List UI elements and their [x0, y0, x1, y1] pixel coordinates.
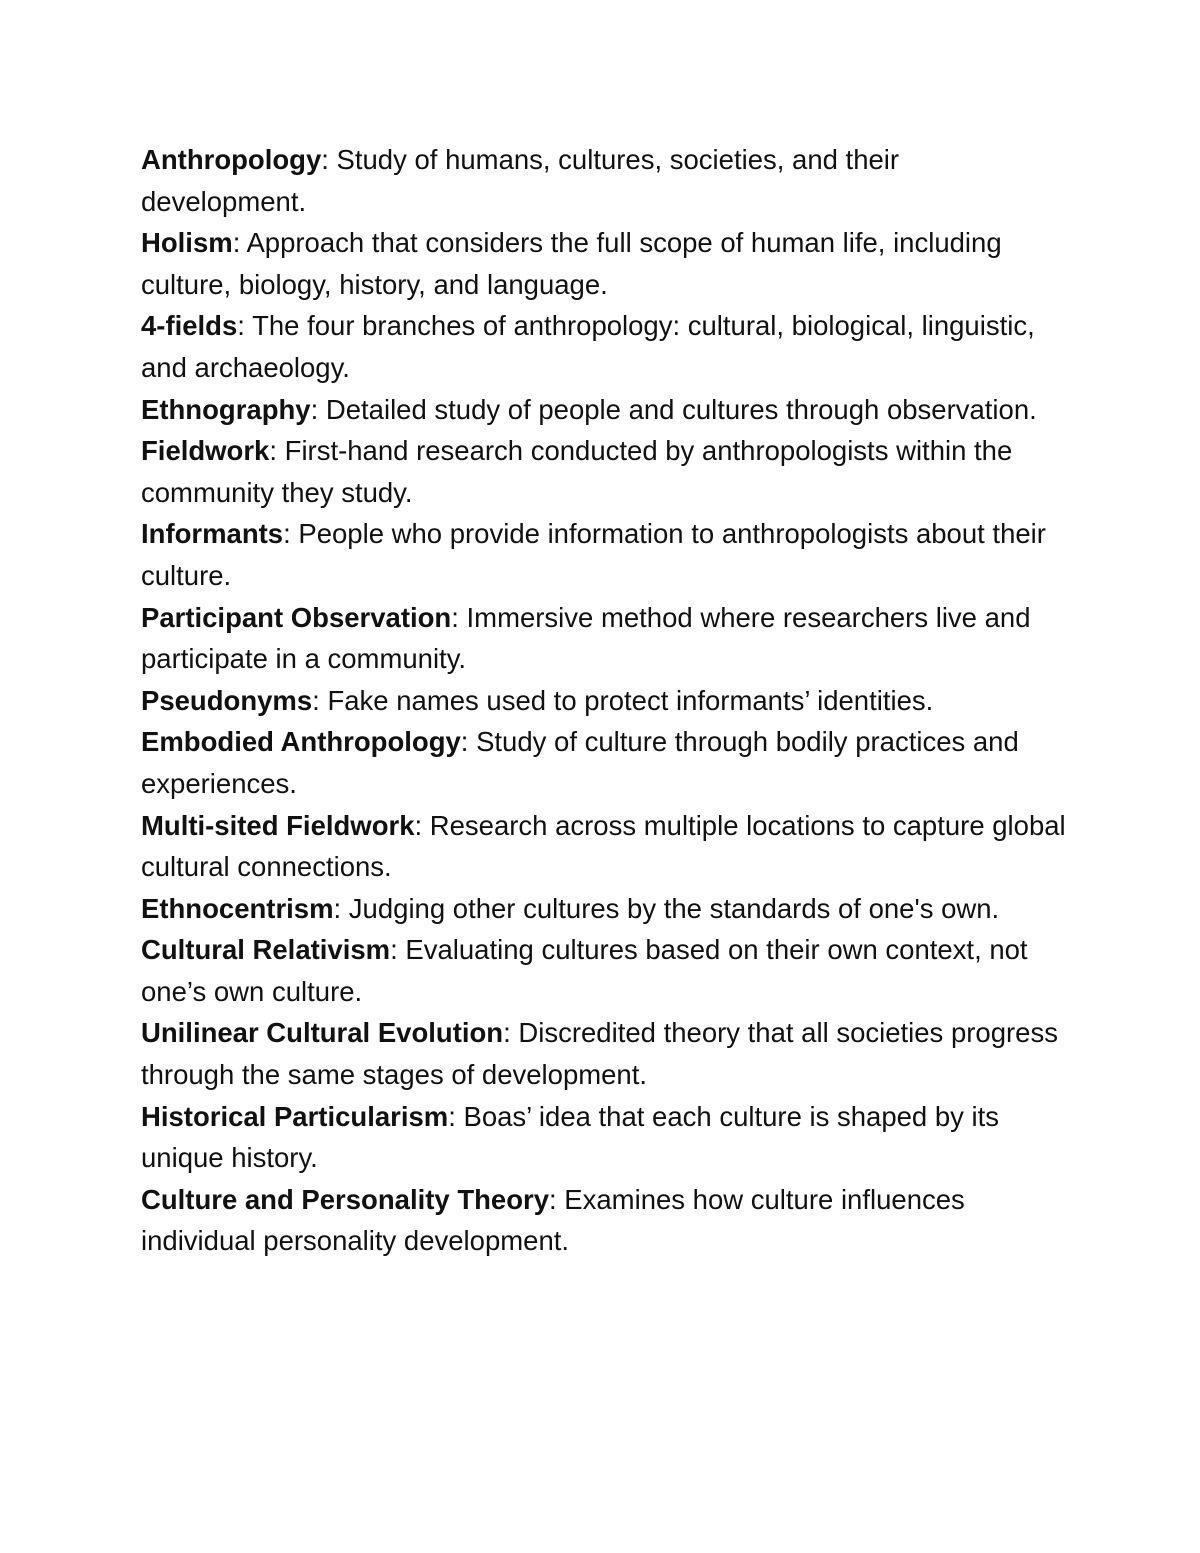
- entry-term: Historical Particularism: [141, 1100, 449, 1132]
- glossary-entry: [141, 1012, 1071, 1095]
- glossary-entry: [141, 513, 1071, 596]
- entry-term: Cultural Relativism: [141, 934, 391, 966]
- entry-definition: : The four branches of anthropology: cultural, biological, linguistic, and archaeology.: [141, 310, 1035, 383]
- entry-definition: : Detailed study of people and cultures through observation.: [310, 393, 1037, 425]
- entry-term: 4-fields: [141, 310, 238, 342]
- glossary-entry: [141, 721, 1071, 804]
- entry-definition: : Evaluating cultures based on their own context, not one’s own culture.: [141, 934, 1028, 1007]
- entry-definition: : Judging other cultures by the standards of one's own.: [333, 892, 1000, 924]
- entry-definition: : Discredited theory that all societies progress through the same stages of development.: [141, 1017, 1058, 1091]
- entry-term: Multi-sited Fieldwork: [141, 809, 415, 841]
- entry-definition: : People who provide information to anthropologists about their culture.: [141, 518, 1046, 591]
- entry-definition: : First-hand research conducted by anthropologists within the community they study.: [141, 435, 1013, 508]
- glossary-list: [141, 139, 1071, 1262]
- entry-term: Ethnography: [141, 393, 311, 425]
- glossary-entry: [141, 139, 1071, 222]
- entry-definition: : Immersive method where researchers live and participate in a community.: [141, 601, 1031, 675]
- entry-definition: : Examines how culture influences individual personality development.: [141, 1183, 965, 1257]
- entry-term: Ethnocentrism: [141, 892, 334, 924]
- entry-definition: : Study of humans, cultures, societies, and their development.: [141, 144, 900, 217]
- entry-term: Anthropology: [141, 144, 322, 175]
- glossary-entry: [141, 1179, 1071, 1262]
- glossary-entry: [141, 888, 1071, 930]
- entry-term: Unilinear Cultural Evolution: [141, 1017, 504, 1049]
- entry-definition: : Approach that considers the full scope of human life, including culture, biology, history, and language.: [141, 227, 1002, 300]
- entry-term: Participant Observation: [141, 601, 452, 633]
- entry-definition: : Boas’ idea that each culture is shaped by its unique history.: [141, 1100, 1000, 1174]
- glossary-entry: [141, 929, 1071, 1012]
- entry-definition: : Fake names used to protect informants’ identities.: [312, 684, 934, 716]
- glossary-entry: [141, 305, 1071, 388]
- glossary-entry: [141, 222, 1071, 305]
- glossary-entry: [141, 430, 1071, 513]
- entry-definition: : Study of culture through bodily practices and experiences.: [141, 726, 1019, 799]
- entry-term: Culture and Personality Theory: [141, 1183, 550, 1215]
- entry-term: Embodied Anthropology: [141, 726, 461, 758]
- glossary-entry: [141, 1096, 1071, 1179]
- glossary-entry: [141, 680, 1071, 722]
- entry-term: Fieldwork: [141, 435, 270, 467]
- entry-term: Pseudonyms: [141, 684, 313, 716]
- entry-definition: : Research across multiple locations to capture global cultural connections.: [141, 809, 1066, 883]
- entry-term: Holism: [141, 227, 233, 259]
- glossary-entry: [141, 597, 1071, 680]
- entry-term: Informants: [141, 518, 284, 550]
- glossary-entry: [141, 389, 1071, 431]
- glossary-entry: [141, 805, 1071, 888]
